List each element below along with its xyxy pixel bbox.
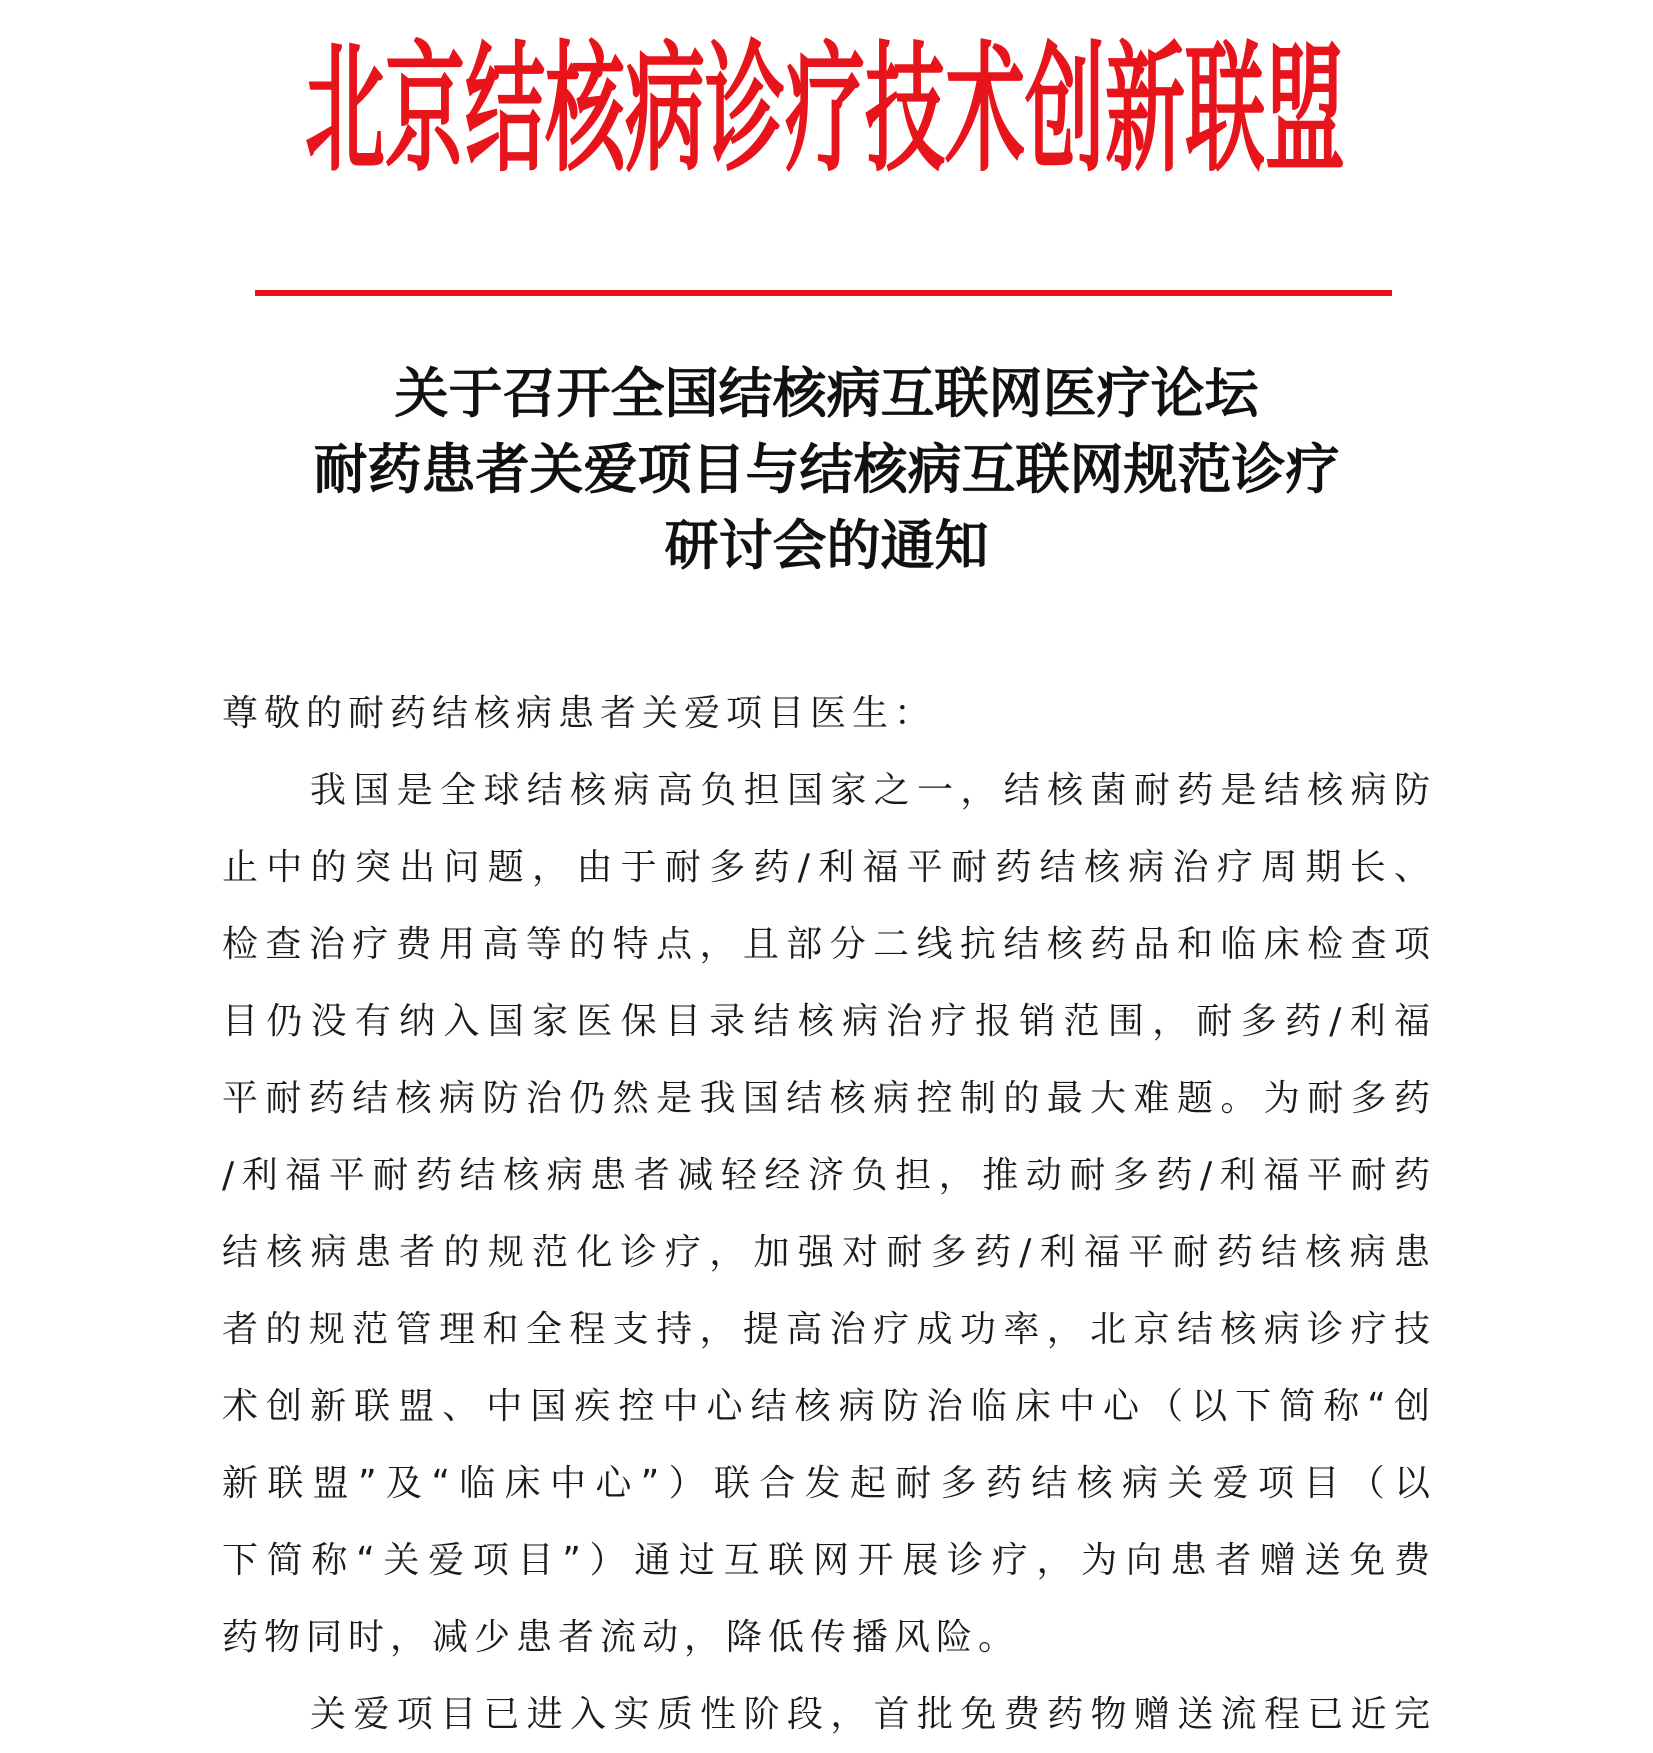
red-divider — [255, 290, 1392, 296]
text-line: 结核病患者的规范化诊疗，加强对耐多药/利福平耐药结核病患 — [222, 1232, 1432, 1273]
text-line: 止中的突出问题，由于耐多药/利福平耐药结核病治疗周期长、 — [222, 847, 1432, 888]
title-line: 研讨会的通知 — [664, 513, 989, 577]
text-line: 我国是全球结核病高负担国家之一，结核菌耐药是结核病防 — [310, 770, 1432, 811]
title-line: 耐药患者关爱项目与结核病互联网规范诊疗 — [313, 437, 1340, 501]
paragraph-1 — [222, 752, 1432, 1676]
text-line: 新联盟”及“临床中心”）联合发起耐多药结核病关爱项目（以 — [222, 1463, 1432, 1504]
text-line: 目仍没有纳入国家医保目录结核病治疗报销范围，耐多药/利福 — [222, 1001, 1432, 1042]
text-line: 下简称“关爱项目”）通过互联网开展诊疗，为向患者赠送免费 — [222, 1540, 1432, 1581]
document-title — [0, 355, 1653, 583]
text-line: 药物同时，减少患者流动，降低传播风险。 — [222, 1617, 1021, 1658]
document-body — [222, 675, 1432, 1753]
masthead-logo — [255, 22, 1395, 191]
title-line: 关于召开全国结核病互联网医疗论坛 — [394, 361, 1259, 425]
text-line: 检查治疗费用高等的特点，且部分二线抗结核药品和临床检查项 — [222, 924, 1432, 965]
text-line: 关爱项目已进入实质性阶段，首批免费药物赠送流程已近完 — [310, 1694, 1432, 1735]
text-line: /利福平耐药结核病患者减轻经济负担，推动耐多药/利福平耐药 — [222, 1155, 1432, 1196]
salutation: 尊敬的耐药结核病患者关爱项目医生： — [222, 693, 937, 734]
text-line: 术创新联盟、中国疾控中心结核病防治临床中心（以下简称“创 — [222, 1386, 1432, 1427]
masthead-org-name: 北京结核病诊疗技术创新联盟 — [305, 27, 1345, 191]
text-line: 平耐药结核病防治仍然是我国结核病控制的最大难题。为耐多药 — [222, 1078, 1432, 1119]
text-line: 者的规范管理和全程支持，提高治疗成功率，北京结核病诊疗技 — [222, 1309, 1432, 1350]
paragraph-2 — [222, 1676, 1432, 1753]
